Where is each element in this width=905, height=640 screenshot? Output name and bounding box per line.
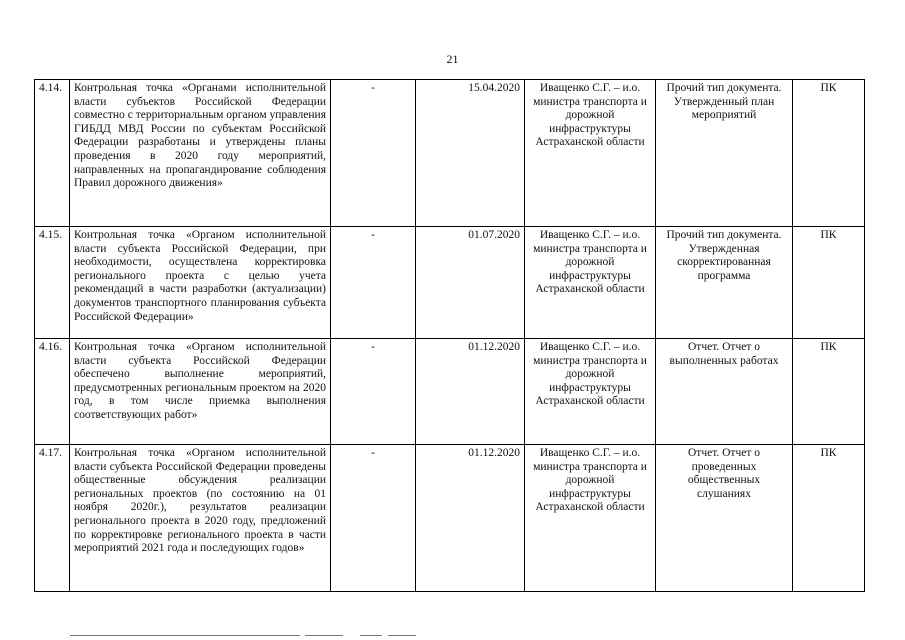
responsible-person: Иващенко С.Г. – и.о. министра транспорта и дорожной инфраструктуры Астраханской области — [525, 445, 656, 592]
control-level: ПК — [793, 445, 865, 592]
footer-rule — [70, 635, 300, 636]
end-date: 15.04.2020 — [416, 80, 525, 227]
result-document: Отчет. Отчет о выполненных работах — [656, 339, 793, 445]
table-row — [35, 227, 865, 339]
row-number: 4.17. — [35, 445, 70, 592]
start-date: - — [331, 80, 416, 227]
control-level: ПК — [793, 339, 865, 445]
start-date: - — [331, 339, 416, 445]
end-date: 01.12.2020 — [416, 445, 525, 592]
page-number: 21 — [446, 52, 459, 66]
row-number: 4.14. — [35, 80, 70, 227]
control-point-text: Контрольная точка «Органом исполнительной власти субъекта Российской Федерации обеспечено выполнение мероприятий, предусмотренных региональным проектом на 2020 год, в том числе приемка выполнения соответствующих работ» — [70, 339, 331, 445]
footer-rule — [305, 635, 343, 636]
row-number: 4.16. — [35, 339, 70, 445]
control-points-table — [34, 79, 865, 592]
control-point-text: Контрольная точка «Органом исполнительной власти субъекта Российской Федерации проведены общественные обсуждения реализации региональных проектов (по состоянию на 01 ноября 2020г.), результатов реализации регионального проекта в 2020 году, предложений по корректировке регионального проекта в части мероприятий 2021 года и последующих годов» — [70, 445, 331, 592]
table-row — [35, 80, 865, 227]
control-point-text: Контрольная точка «Органами исполнительной власти субъектов Российской Федерации совместно с территориальным органом управления ГИБДД МВД России по субъектам Российской Федерации разработаны и утверждены планы проведения в 2020 году мероприятий, направленных на пропагандирование соблюдения Правил дорожного движения» — [70, 80, 331, 227]
start-date: - — [331, 227, 416, 339]
footer-rule — [360, 635, 382, 636]
table-row — [35, 445, 865, 592]
end-date: 01.07.2020 — [416, 227, 525, 339]
table-row — [35, 339, 865, 445]
control-level: ПК — [793, 80, 865, 227]
responsible-person: Иващенко С.Г. – и.о. министра транспорта и дорожной инфраструктуры Астраханской области — [525, 227, 656, 339]
end-date: 01.12.2020 — [416, 339, 525, 445]
start-date: - — [331, 445, 416, 592]
control-level: ПК — [793, 227, 865, 339]
result-document: Прочий тип документа. Утвержденная скорректированная программа — [656, 227, 793, 339]
control-point-text: Контрольная точка «Органом исполнительной власти субъекта Российской Федерации, при необходимости, осуществлена корректировка регионального проекта с целью учета рекомендаций в части разработки (актуализации) документов транспортного планирования субъекта Российской Федерации» — [70, 227, 331, 339]
responsible-person: Иващенко С.Г. – и.о. министра транспорта и дорожной инфраструктуры Астраханской области — [525, 339, 656, 445]
row-number: 4.15. — [35, 227, 70, 339]
result-document: Отчет. Отчет о проведенных общественных слушаниях — [656, 445, 793, 592]
responsible-person: Иващенко С.Г. – и.о. министра транспорта и дорожной инфраструктуры Астраханской области — [525, 80, 656, 227]
result-document: Прочий тип документа. Утвержденный план мероприятий — [656, 80, 793, 227]
footer-rule — [388, 635, 416, 636]
